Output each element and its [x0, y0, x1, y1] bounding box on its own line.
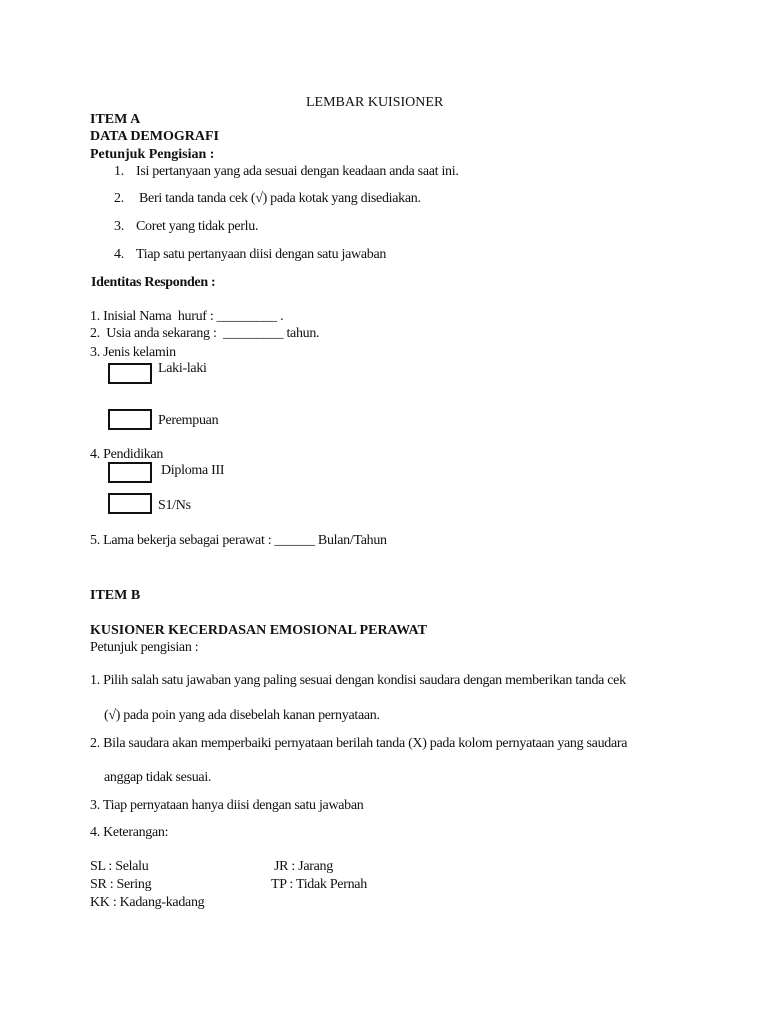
field-age-blank: _________: [222, 326, 284, 341]
field-education: 4. Pendidikan: [90, 447, 164, 462]
instruction-line: anggap tidak sesuai.: [104, 770, 212, 785]
item-a-heading: DATA DEMOGRAFI: [90, 129, 219, 144]
item-a-instructions-title: Petunjuk Pengisian :: [90, 147, 215, 162]
option-diploma-label: Diploma III: [161, 463, 225, 478]
legend-code: JR : Jarang: [274, 859, 333, 874]
field-work-duration: 5. Lama bekerja sebagai perawat : ______ Bulan/Tahun: [90, 533, 387, 548]
item-b-instructions-title: Petunjuk pengisian :: [90, 640, 199, 655]
checkbox-diploma[interactable]: [108, 462, 152, 483]
checkbox-s1-ns[interactable]: [108, 493, 152, 514]
checkbox-male[interactable]: [108, 363, 152, 384]
checkbox-female[interactable]: [108, 409, 152, 430]
field-gender: 3. Jenis kelamin: [90, 345, 176, 360]
legend-code: SR : Sering: [90, 877, 152, 892]
item-a-label: ITEM A: [90, 112, 141, 127]
instruction-number: 1.: [114, 164, 124, 179]
instruction-number: 2.: [114, 191, 124, 206]
legend-code: TP : Tidak Pernah: [271, 877, 367, 892]
option-s1-ns-label: S1/Ns: [158, 498, 191, 513]
instruction-line: (√) pada poin yang ada disebelah kanan pernyataan.: [104, 708, 380, 723]
instruction-number: 3.: [114, 219, 124, 234]
instruction-line: 1. Pilih salah satu jawaban yang paling sesuai dengan kondisi saudara dengan memberikan tanda cek: [90, 673, 626, 688]
instruction-text: Coret yang tidak perlu.: [136, 219, 259, 234]
item-b-heading: KUSIONER KECERDASAN EMOSIONAL PERAWAT: [90, 623, 427, 638]
option-female-label: Perempuan: [158, 413, 219, 428]
instruction-line: 3. Tiap pernyataan hanya diisi dengan satu jawaban: [90, 798, 364, 813]
instruction-text: Tiap satu pertanyaan diisi dengan satu jawaban: [136, 247, 387, 262]
instruction-line: 2. Bila saudara akan memperbaiki pernyataan berilah tanda (X) pada kolom pernyataan yang saudara: [90, 736, 628, 751]
legend-code: SL : Selalu: [90, 859, 149, 874]
identity-title: Identitas Responden :: [91, 275, 216, 290]
field-age: [90, 325, 319, 342]
option-male-label: Laki-laki: [158, 361, 207, 376]
field-initial-name: 1. Inisial Nama huruf : _________ .: [90, 309, 284, 324]
field-age-prefix: 2. Usia anda sekarang :: [90, 326, 223, 341]
page-title: LEMBAR KUISIONER: [306, 95, 444, 110]
field-age-suffix: tahun.: [283, 326, 320, 341]
instruction-text: Isi pertanyaan yang ada sesuai dengan keadaan anda saat ini.: [136, 164, 459, 179]
instruction-text: Beri tanda tanda cek (√) pada kotak yang disediakan.: [139, 191, 421, 206]
legend-code: KK : Kadang-kadang: [90, 895, 205, 910]
instruction-line: 4. Keterangan:: [90, 825, 169, 840]
instruction-number: 4.: [114, 247, 124, 262]
item-b-label: ITEM B: [90, 588, 141, 603]
